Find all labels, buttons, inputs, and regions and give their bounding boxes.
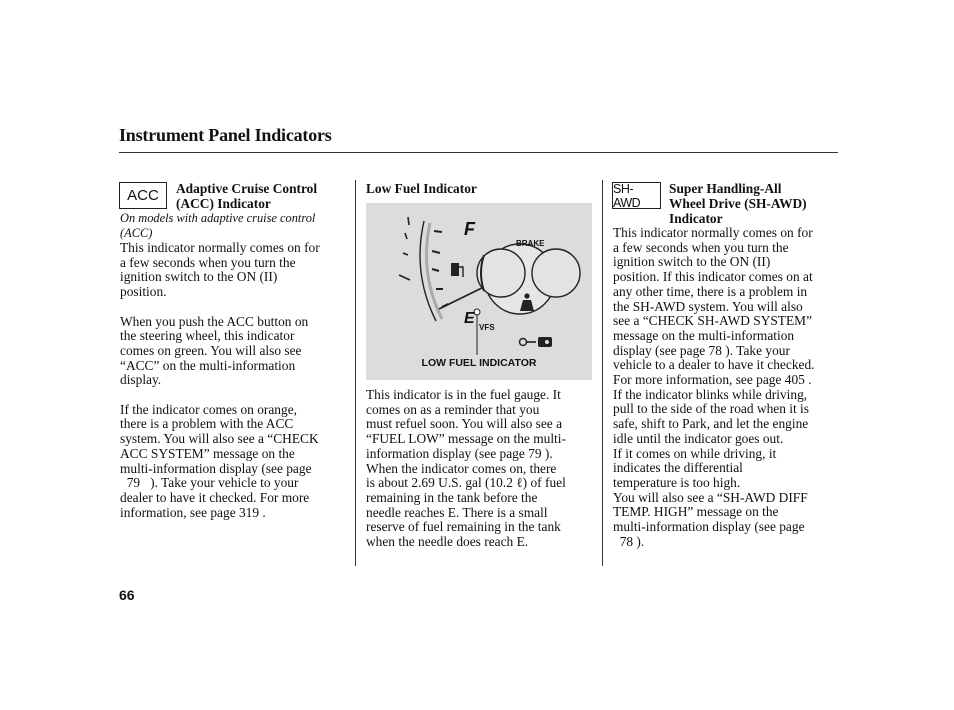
text-line: multi-information display (see page <box>613 519 805 535</box>
brake-warning-label: BRAKE <box>516 239 545 248</box>
text-line: vehicle to a dealer to have it checked. <box>613 357 815 373</box>
text-line: a few seconds when you turn the <box>613 239 789 255</box>
text-line: ignition switch to the ON (II) <box>120 269 278 285</box>
text-line: multi-information display (see page <box>120 460 312 476</box>
page-number: 66 <box>119 587 135 603</box>
text-line: When you push the ACC button on <box>120 313 309 329</box>
sh-awd-icon-label: SH-AWD <box>613 181 641 210</box>
immobilizer-icon <box>520 339 537 346</box>
text-line: comes on green. You will also see <box>120 342 302 358</box>
text-line: there is a problem with the ACC <box>120 416 294 432</box>
text-line: TEMP. HIGH” message on the <box>613 504 779 520</box>
text-line: ignition switch to the ON (II) <box>613 254 771 270</box>
text-line: any other time, there is a problem in <box>613 283 808 299</box>
text-line: the SH-AWD system. You will also <box>613 298 803 314</box>
text-line: message on the multi-information <box>613 327 795 343</box>
text-line: must refuel soon. You will also see a <box>366 416 563 432</box>
low-fuel-heading-block <box>366 181 477 196</box>
vsa-label: VFS <box>479 323 495 332</box>
text-line: a few seconds when you turn the <box>120 254 296 270</box>
page-reference-line[interactable]: information, see page 319 . <box>120 504 266 520</box>
column-divider-1 <box>355 180 356 566</box>
text-line: This indicator is in the fuel gauge. It <box>366 387 561 402</box>
text-line: position. If this indicator comes on at <box>613 269 813 285</box>
sh-awd-paragraph <box>613 226 849 549</box>
speedometer-ticks <box>399 217 410 280</box>
fuel-gauge-ticks <box>432 231 448 307</box>
sh-awd-indicator-icon <box>612 182 661 209</box>
text-line: If the indicator blinks while driving, <box>613 386 808 402</box>
page-title: Instrument Panel Indicators <box>119 125 332 145</box>
fuel-pump-icon <box>451 263 463 277</box>
sh-awd-heading <box>669 181 807 226</box>
acc-section <box>120 211 352 520</box>
acc-model-note-line1: On models with adaptive cruise control <box>120 211 316 225</box>
acc-heading-line2: (ACC) Indicator <box>176 196 271 211</box>
sh-awd-heading-line1: Super Handling-All <box>669 181 782 196</box>
acc-heading-line1: Adaptive Cruise Control <box>176 181 318 196</box>
text-line: idle until the indicator goes out. <box>613 430 784 446</box>
text-line: dealer to have it checked. For more <box>120 489 310 505</box>
text-line: needle reaches E. There is a small <box>366 504 548 520</box>
acc-icon-label: ACC <box>127 187 159 204</box>
page-reference-line[interactable]: display (see page 78 ). Take your <box>613 342 790 358</box>
page-reference-line[interactable]: information display (see page 79 ). <box>366 445 553 461</box>
column-divider-2 <box>602 180 603 566</box>
fuel-gauge-figure <box>366 203 592 380</box>
text-line: is about 2.69 U.S. gal (10.2 ℓ) of fuel <box>366 475 566 491</box>
text-line: reserve of fuel remaining in the tank <box>366 519 561 535</box>
page-reference-line[interactable]: 78 ). <box>613 533 645 549</box>
key-icon <box>538 337 552 347</box>
sh-awd-heading-line3: Indicator <box>669 211 723 226</box>
sh-awd-section <box>613 226 849 549</box>
low-fuel-paragraph <box>366 388 596 550</box>
text-line: position. <box>120 284 167 300</box>
gauge-full-mark: F <box>464 219 475 239</box>
acc-paragraph-1 <box>120 241 352 300</box>
text-line: temperature is too high. <box>613 474 741 490</box>
acc-heading <box>176 181 317 211</box>
sh-awd-heading-line2: Wheel Drive (SH-AWD) <box>669 196 807 211</box>
text-line: This indicator normally comes on for <box>120 240 320 255</box>
acc-model-note-line2: (ACC) <box>120 226 153 240</box>
gauge-empty-mark: E <box>464 310 475 327</box>
text-line: when the needle does reach E. <box>366 534 529 550</box>
text-line: display. <box>120 372 162 388</box>
acc-indicator-icon <box>119 182 167 209</box>
acc-paragraph-3 <box>120 403 352 521</box>
title-divider <box>119 152 838 153</box>
text-line: safe, shift to Park, and let the engine <box>613 416 809 432</box>
text-line: see a “CHECK SH-AWD SYSTEM” <box>613 313 813 329</box>
low-fuel-section <box>366 388 596 550</box>
fuel-gauge-illustration <box>366 203 592 380</box>
text-line: comes on as a reminder that you <box>366 401 540 417</box>
acc-paragraph-2 <box>120 315 352 389</box>
low-fuel-heading: Low Fuel Indicator <box>366 181 477 196</box>
text-line: system. You will also see a “CHECK <box>120 431 319 447</box>
text-line: This indicator normally comes on for <box>613 225 813 240</box>
text-line: pull to the side of the road when it is <box>613 401 809 417</box>
center-gauge-right <box>532 249 580 297</box>
text-line: remaining in the tank before the <box>366 489 538 505</box>
text-line: If it comes on while driving, it <box>613 445 777 461</box>
figure-caption: LOW FUEL INDICATOR <box>421 357 537 369</box>
text-line: indicates the differential <box>613 460 743 476</box>
text-line: You will also see a “SH-AWD DIFF <box>613 489 808 505</box>
text-line: When the indicator comes on, there <box>366 460 557 476</box>
text-line: “ACC” on the multi-information <box>120 357 296 373</box>
text-line: “FUEL LOW” message on the multi- <box>366 431 566 447</box>
text-line: ACC SYSTEM” message on the <box>120 445 295 461</box>
text-line: the steering wheel, this indicator <box>120 328 295 344</box>
page-reference-line[interactable]: For more information, see page 405 . <box>613 372 812 388</box>
text-line: If the indicator comes on orange, <box>120 401 297 417</box>
page-reference-line[interactable]: 79 ). Take your vehicle to your <box>120 475 299 491</box>
